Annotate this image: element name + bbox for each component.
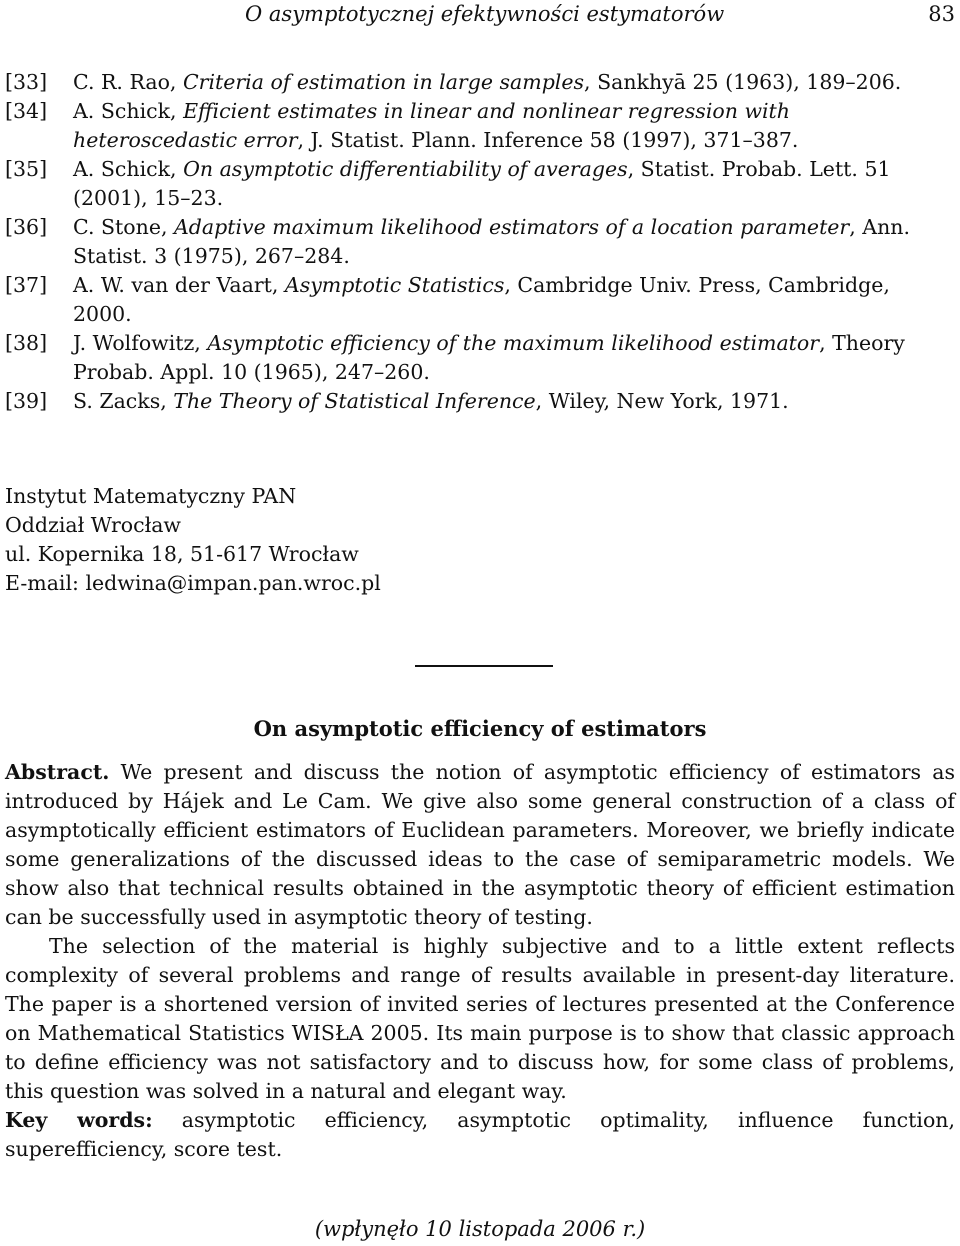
reference-source: , Wiley, New York, 1971. [535, 389, 789, 413]
reference-author: C. Stone, [73, 215, 174, 239]
page-number: 83 [928, 2, 955, 26]
reference-title: Asymptotic Statistics [284, 273, 505, 297]
reference-number: [39] [5, 389, 48, 413]
reference-list [5, 68, 955, 416]
running-title: O asymptotycznej efektywności estymatorów [245, 2, 725, 26]
reference-item [5, 213, 955, 271]
address-email: E-mail: ledwina@impan.pan.wroc.pl [5, 571, 381, 595]
keywords-paragraph [5, 1106, 955, 1164]
reference-source: , Ann. Statist. 3 (1975), 267–284. [73, 215, 910, 268]
reference-item [5, 387, 955, 416]
reference-source: , Statist. Probab. Lett. 51 (2001), 15–23. [73, 157, 891, 210]
reference-number: [34] [5, 99, 48, 123]
reference-title: Efficient estimates in linear and nonlinear regression with heteroscedastic error [73, 99, 790, 152]
reference-item [5, 329, 955, 387]
reference-author: J. Wolfowitz, [73, 331, 208, 355]
reference-title: The Theory of Statistical Inference [173, 389, 536, 413]
reference-author: A. W. van der Vaart, [73, 273, 285, 297]
author-address [5, 482, 381, 598]
address-branch: Oddział Wrocław [5, 513, 181, 537]
reference-item [5, 271, 955, 329]
running-header [5, 2, 955, 28]
reference-author: S. Zacks, [73, 389, 174, 413]
reference-title: Criteria of estimation in large samples [182, 70, 585, 94]
keywords-text: asymptotic efficiency, asymptotic optimality, influence function, superefficiency, score test. [5, 1108, 955, 1161]
reference-item [5, 155, 955, 213]
reference-title: Adaptive maximum likelihood estimators of a location parameter [173, 215, 850, 239]
reference-item [5, 97, 955, 155]
abstract-body [5, 758, 955, 1164]
reference-number: [33] [5, 70, 48, 94]
abstract-paragraph [5, 932, 955, 1106]
reference-author: A. Schick, [73, 99, 184, 123]
reference-source: , J. Statist. Plann. Inference 58 (1997), 371–387. [297, 128, 799, 152]
abstract-text: We present and discuss the notion of asymptotic efficiency of estimators as introduced by Hájek and Le Cam. We give also some general construction of a class of asymptotically efficient estimators of Euclidean parameters. Moreover, we briefly indicate some generalizations of the discussed ideas to the case of semiparametric models. We show also that technical results obtained in the asymptotic theory of efficient estimation can be successfully used in asymptotic theory of testing. [5, 760, 955, 929]
reference-number: [36] [5, 215, 48, 239]
abstract-title: On asymptotic efficiency of estimators [253, 716, 707, 741]
reference-number: [35] [5, 157, 48, 181]
keywords-label: Key words: [5, 1108, 153, 1132]
reference-item [5, 68, 955, 97]
abstract-paragraph [5, 758, 955, 932]
reference-title: On asymptotic differentiability of averages [183, 157, 628, 181]
reference-author: A. Schick, [73, 157, 184, 181]
address-institute: Instytut Matematyczny PAN [5, 484, 297, 508]
reference-source: , Sankhyā 25 (1963), 189–206. [584, 70, 902, 94]
abstract-label: Abstract. [5, 760, 110, 784]
reference-number: [37] [5, 273, 48, 297]
abstract-text: The selection of the material is highly subjective and to a little extent reflects complexity of several problems and range of results available in present-day literature. The paper is a shortened version of invited series of lectures presented at the Conference on Mathematical Statistics WISŁA 2005. Its main purpose is to show that classic approach to define efficiency was not satisfactory and to discuss how, for some class of problems, this question was solved in a natural and elegant way. [5, 934, 955, 1103]
reference-title: Asymptotic efficiency of the maximum likelihood estimator [207, 331, 820, 355]
section-divider [415, 665, 553, 667]
address-street: ul. Kopernika 18, 51-617 Wrocław [5, 542, 359, 566]
reference-source: , Cambridge Univ. Press, Cambridge, 2000. [73, 273, 890, 326]
reference-source: , Theory Probab. Appl. 10 (1965), 247–260. [73, 331, 905, 384]
reference-number: [38] [5, 331, 48, 355]
reference-author: C. R. Rao, [73, 70, 183, 94]
received-date: (wpłynęło 10 listopada 2006 r.) [314, 1217, 646, 1241]
